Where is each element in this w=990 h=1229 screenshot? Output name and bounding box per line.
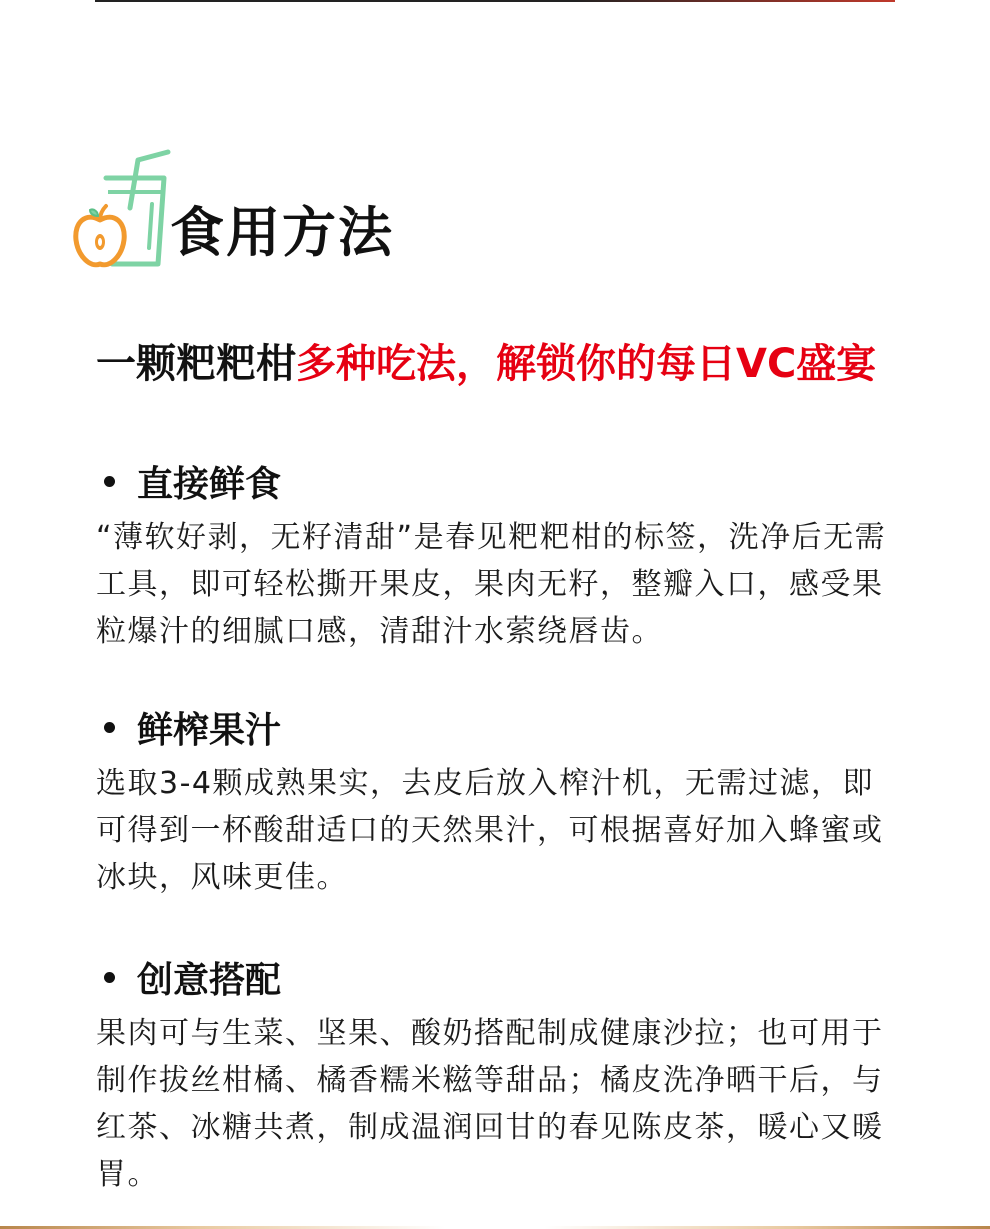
method-title: 鲜榨果汁 <box>137 709 282 751</box>
method-fresh-eating <box>96 456 896 655</box>
method-body: “薄软好剥，无籽清甜”是春见粑粑柑的标签，洗净后无需工具，即可轻松撕开果皮，果肉无籽，整瓣入口，感受果粒爆汁的细腻口感，清甜汁水萦绕唇齿。 <box>96 520 887 649</box>
method-body: 果肉可与生菜、坚果、酸奶搭配制成健康沙拉；也可用于制作拔丝柑橘、橘香糯米糍等甜品；橘皮洗净晒干后，与红茶、冰糖共煮，制成温润回甘的春见陈皮茶，暖心又暖胃。 <box>96 1016 884 1192</box>
bullet-icon <box>104 476 115 487</box>
top-divider <box>95 0 895 2</box>
method-body: 选取3-4颗成熟果实，去皮后放入榨汁机，无需过滤，即可得到一杯酸甜适口的天然果汁，可根据喜好加入蜂蜜或冰块，风味更佳。 <box>96 766 884 895</box>
method-fresh-juice <box>96 702 896 901</box>
bullet-icon <box>104 722 115 733</box>
headline-black-part: 一颗粑粑柑 <box>96 341 296 387</box>
method-title: 直接鲜食 <box>137 463 282 505</box>
headline-red-part: 多种吃法，解锁你的每日VC盛宴 <box>296 341 877 387</box>
headline <box>96 340 956 388</box>
method-creative-pairing <box>96 952 896 1198</box>
section-title: 食用方法 <box>170 201 394 264</box>
method-title: 创意搭配 <box>137 959 282 1001</box>
section-header <box>72 148 472 272</box>
juice-glass-apple-icon <box>72 148 172 272</box>
bullet-icon <box>104 972 115 983</box>
